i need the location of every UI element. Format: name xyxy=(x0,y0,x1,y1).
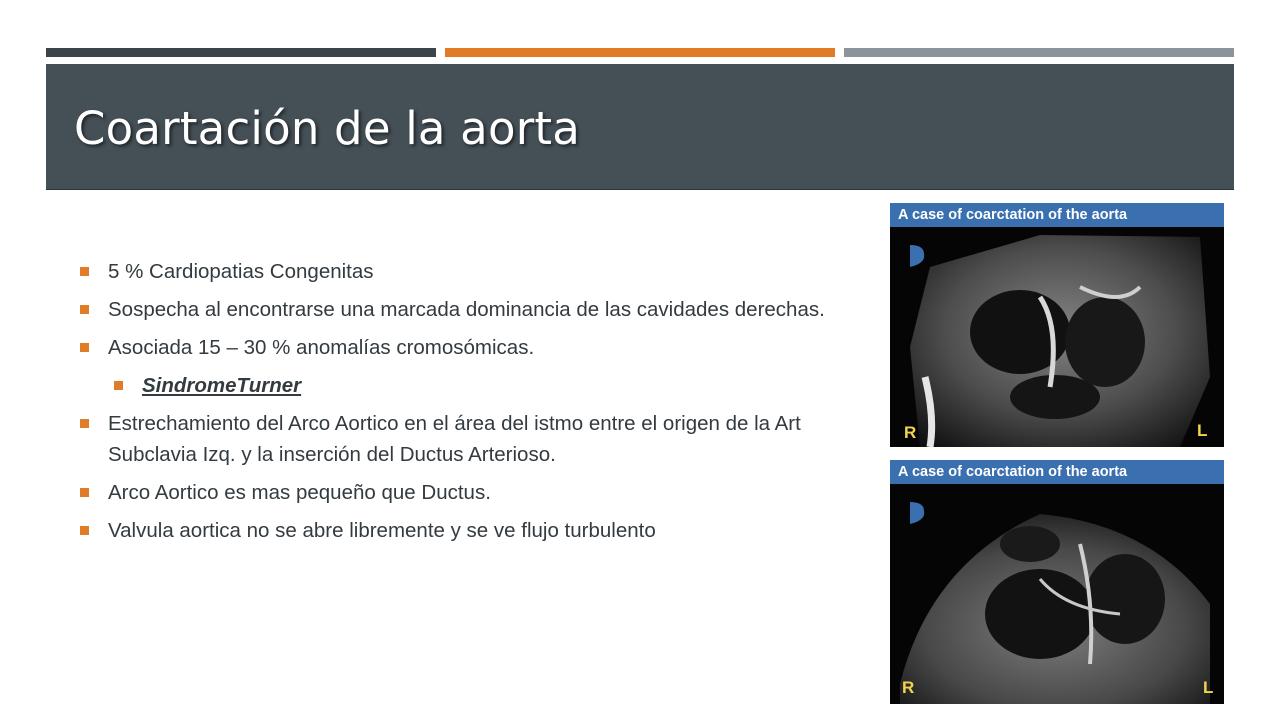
bullet-text: 5 % Cardiopatias Congenitas xyxy=(108,260,374,283)
bullet-item xyxy=(78,408,848,470)
top-accent-bar-dark xyxy=(46,48,436,57)
bullet-item xyxy=(78,515,848,546)
title-band xyxy=(46,64,1234,190)
square-bullet-icon xyxy=(80,488,89,497)
bullet-text: Sospecha al encontrarse una marcada dominancia de las cavidades derechas. xyxy=(108,298,825,321)
square-bullet-icon xyxy=(114,381,123,390)
bullet-text: Estrechamiento del Arco Aortico en el área del istmo entre el origen de la Art Subclavia Izq. y la inserción del Ductus Arterioso. xyxy=(108,412,801,466)
sub-bullet-text: SindromeTurner xyxy=(142,374,302,397)
left-side-label: L xyxy=(1197,421,1208,440)
ultrasound-image-2 xyxy=(890,460,1224,704)
bullet-item xyxy=(78,477,848,508)
square-bullet-icon xyxy=(80,343,89,352)
square-bullet-icon xyxy=(80,526,89,535)
bullet-text: Valvula aortica no se abre libremente y se ve flujo turbulento xyxy=(108,519,656,542)
square-bullet-icon xyxy=(80,305,89,314)
ultrasound-scan-graphic xyxy=(890,484,1224,704)
top-accent-bar-gray xyxy=(844,48,1234,57)
right-side-label: R xyxy=(904,423,917,442)
left-side-label: L xyxy=(1203,678,1214,697)
right-side-label: R xyxy=(902,678,915,697)
sub-bullet-item xyxy=(112,370,848,401)
slide-title: Coartación de la aorta xyxy=(74,102,581,155)
square-bullet-icon xyxy=(80,419,89,428)
bullet-text: Asociada 15 – 30 % anomalías cromosómicas. xyxy=(108,336,535,359)
bullet-item xyxy=(78,256,848,287)
image-caption: A case of coarctation of the aorta xyxy=(890,460,1224,484)
bullet-list xyxy=(78,256,848,553)
ultrasound-image-1 xyxy=(890,203,1224,447)
bullet-item xyxy=(78,294,848,325)
top-accent-bar-orange xyxy=(445,48,835,57)
image-caption: A case of coarctation of the aorta xyxy=(890,203,1224,227)
bullet-item xyxy=(78,332,848,363)
bullet-text: Arco Aortico es mas pequeño que Ductus. xyxy=(108,481,491,504)
square-bullet-icon xyxy=(80,267,89,276)
ultrasound-scan-graphic xyxy=(890,227,1224,447)
